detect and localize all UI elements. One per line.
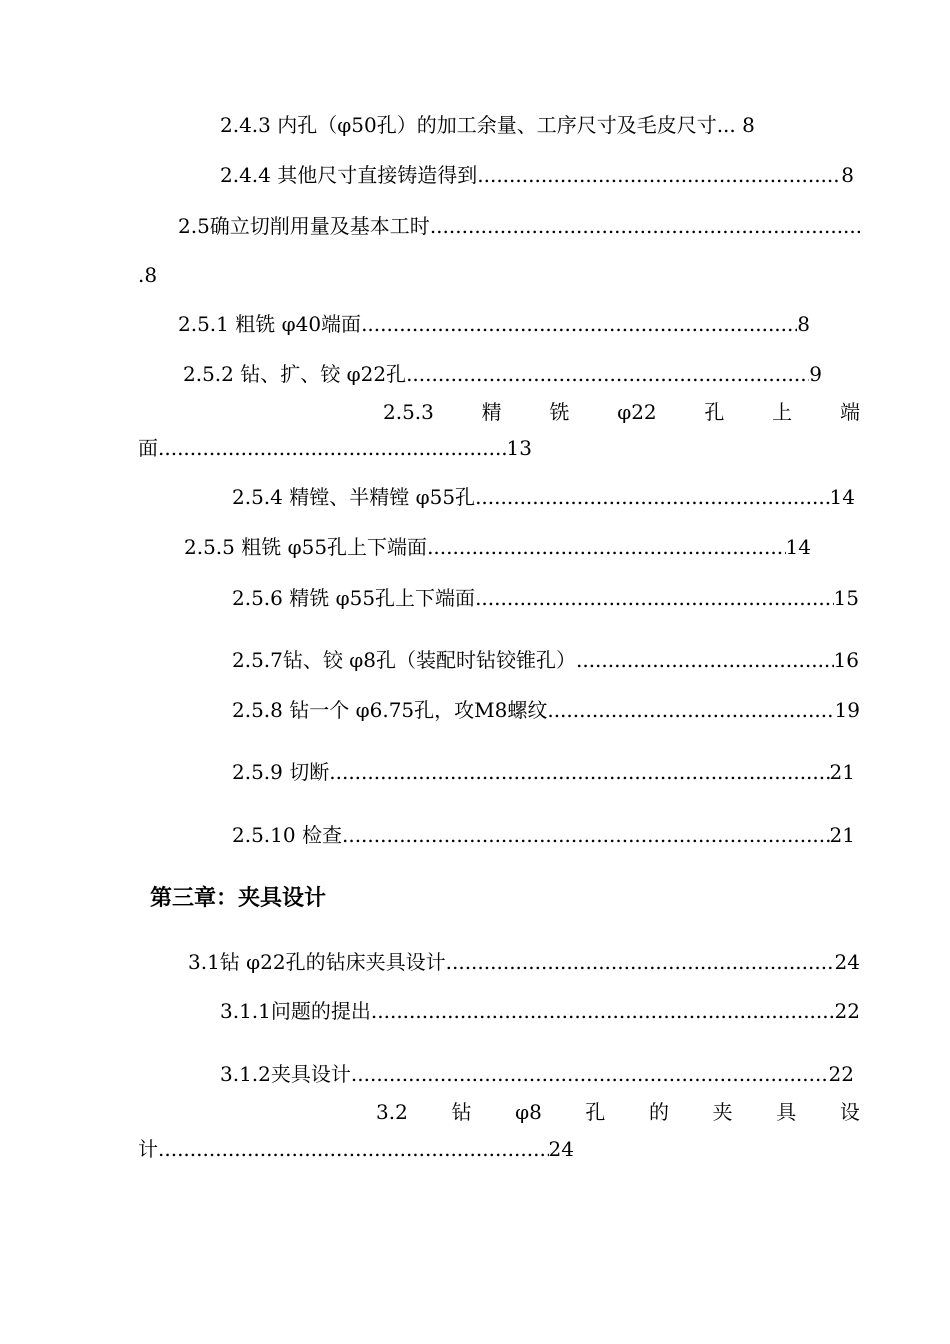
toc-leader-dots <box>158 1134 549 1164</box>
toc-entry-text: 2.5.10 检查 <box>232 823 342 847</box>
toc-entry-page: 8 <box>841 163 854 187</box>
toc-entry-word: 的 <box>649 1100 670 1124</box>
toc-entry-text: 2.5确立切削用量及基本工时 <box>178 214 430 238</box>
toc-entry-dots: .. <box>716 113 730 137</box>
toc-entry-text: 2.5.2 钻、扩、铰 φ22孔 <box>183 362 407 386</box>
toc-entry-word: 2.5.3 <box>383 400 434 424</box>
toc-entry-page: 9 <box>809 362 822 386</box>
toc-leader-dots <box>475 482 829 512</box>
toc-entry-3-2 <box>376 1097 860 1127</box>
toc-entry-2-5-4 <box>232 482 855 512</box>
toc-leader-dots <box>477 160 841 190</box>
toc-entry-text: 面 <box>138 436 158 460</box>
toc-entry-2-5-page: .8 <box>138 263 158 287</box>
toc-leader-dots <box>329 757 829 787</box>
toc-entry-word: 钻 <box>451 1100 472 1124</box>
toc-entry-text: 3.1.1问题的提出 <box>220 999 371 1023</box>
toc-entry-2-5-7 <box>232 645 859 675</box>
toc-leader-dots <box>371 996 835 1026</box>
toc-leader-dots <box>576 645 834 675</box>
toc-entry-word: 精 <box>481 400 502 424</box>
toc-leader-dots <box>427 532 785 562</box>
toc-entry-word: 上 <box>772 400 793 424</box>
toc-entry-2-5-8 <box>232 695 860 725</box>
toc-entry-2-5-6 <box>232 583 859 613</box>
toc-entry-page: 15 <box>833 586 859 610</box>
toc-entry-text: 计 <box>138 1137 158 1161</box>
toc-entry-word: 具 <box>776 1100 797 1124</box>
toc-entry-2-4-3 <box>220 110 860 140</box>
toc-entry-page: 21 <box>829 823 855 847</box>
toc-entry-2-5-9 <box>232 757 855 787</box>
toc-entry-3-1-2 <box>220 1059 854 1089</box>
toc-entry-page: 13 <box>506 436 532 460</box>
toc-entry-3-1 <box>188 947 860 977</box>
toc-entry-text: 2.5.6 精铣 φ55孔上下端面 <box>232 586 476 610</box>
toc-entry-2-5-5 <box>184 532 811 562</box>
toc-leader-dots <box>351 1059 829 1089</box>
toc-entry-word: 端 <box>839 400 860 424</box>
toc-leader-dots <box>361 309 797 339</box>
toc-entry-page: 22 <box>834 999 860 1023</box>
toc-leader-dots <box>406 359 809 389</box>
toc-entry-page: 24 <box>548 1137 574 1161</box>
toc-entry-text: 2.4.3 内孔（φ50孔）的加工余量、工序尺寸及毛皮尺寸 <box>220 113 717 137</box>
toc-entry-page: 16 <box>833 648 859 672</box>
toc-leader-dots <box>342 820 830 850</box>
toc-entry-word: 孔 <box>585 1100 606 1124</box>
toc-leader-dots <box>475 583 833 613</box>
toc-entry-page: 14 <box>829 485 855 509</box>
toc-entry-page: 22 <box>828 1062 854 1086</box>
toc-leader-dots <box>547 695 834 725</box>
toc-entry-3-1-1 <box>220 996 860 1026</box>
toc-entry-text: 3.1钻 φ22孔的钻床夹具设计 <box>188 950 446 974</box>
toc-entry-page: 14 <box>785 535 811 559</box>
toc-entry-text: 2.5.5 粗铣 φ55孔上下端面 <box>184 535 428 559</box>
toc-entry-2-5-10 <box>232 820 855 850</box>
toc-entry-text: 2.5.1 粗铣 φ40端面 <box>178 312 362 336</box>
toc-leader-dots <box>430 211 860 241</box>
toc-entry-page: 19 <box>834 698 860 722</box>
toc-entry-2-4-4 <box>220 160 854 190</box>
toc-entry-word: φ8 <box>515 1100 542 1124</box>
toc-entry-text: 2.5.4 精镗、半精镗 φ55孔 <box>232 485 476 509</box>
toc-entry-2-5-3-cont <box>138 433 532 463</box>
toc-entry-page: 8 <box>797 312 810 336</box>
toc-entry-text: 2.5.8 钻一个 φ6.75孔，攻M8螺纹 <box>232 698 548 722</box>
toc-entry-2-5-2 <box>183 359 822 389</box>
toc-entry-word: 夹 <box>712 1100 733 1124</box>
toc-entry-2-5-1 <box>178 309 810 339</box>
toc-entry-word: 设 <box>839 1100 860 1124</box>
toc-entry-text: 2.5.7钻、铰 φ8孔（装配时钻铰锥孔） <box>232 648 576 672</box>
toc-entry-word: 孔 <box>704 400 725 424</box>
toc-entry-2-5-3 <box>383 397 860 427</box>
toc-entry-page: 24 <box>834 950 860 974</box>
toc-leader-dots <box>158 433 507 463</box>
toc-entry-text: 3.1.2夹具设计 <box>220 1062 351 1086</box>
toc-entry-word: 3.2 <box>376 1100 408 1124</box>
chapter-heading: 第三章：夹具设计 <box>150 886 327 911</box>
toc-entry-2-5 <box>178 211 860 241</box>
toc-leader-dots <box>446 947 835 977</box>
toc-entry-3-2-cont <box>138 1134 574 1164</box>
toc-entry-text: 2.5.9 切断 <box>232 760 330 784</box>
toc-entry-word: φ22 <box>617 400 657 424</box>
toc-entry-text: 2.4.4 其他尺寸直接铸造得到 <box>220 163 478 187</box>
toc-entry-word: 铣 <box>549 400 570 424</box>
toc-entry-page: 21 <box>829 760 855 784</box>
toc-entry-page: . 8 <box>729 113 755 137</box>
